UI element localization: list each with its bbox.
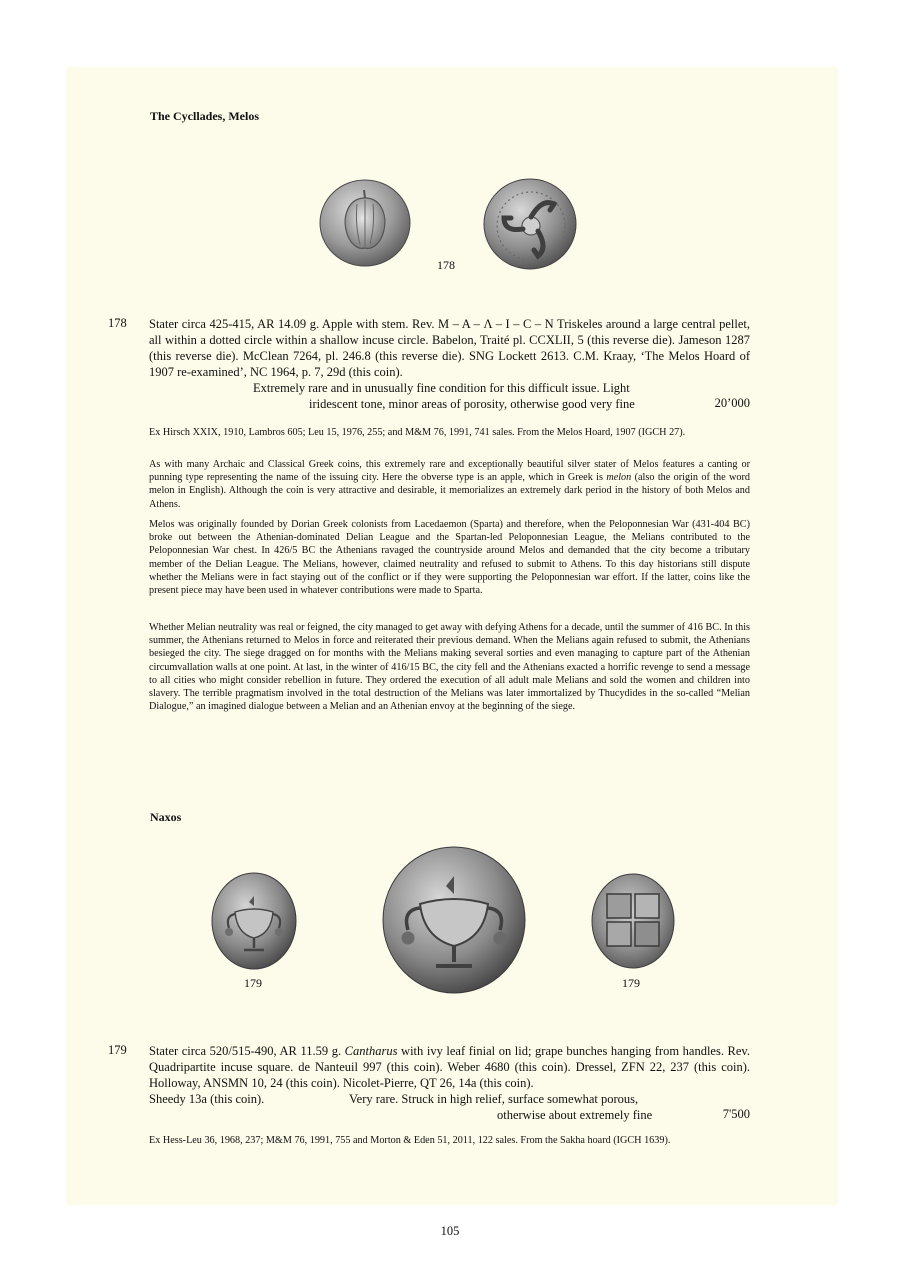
lot-179-description	[149, 1043, 750, 1091]
description-emphasis: Cantharus	[344, 1044, 398, 1058]
coin-178-image-caption: 178	[437, 258, 455, 272]
lot-178-rating-line-2: iridescent tone, minor areas of porosity, otherwise good very fine	[309, 397, 635, 411]
lot-178-note-paragraph-3: Whether Melian neutrality was real or feigned, the city managed to get away with defying Athens for a decade, until the summer of 416 BC. In this summer, the Athenians returned to Melos in force and reiterated their previous demand. When the Melians again refused to submit, the Athenians besieged the city. The siege dragged on for months with the Melians making several sorties and even managing to capture part of the Athenian circumvallation walls at one point. At last, in the winter of 416/15 BC, the city fell and the Athenians exacted a horrific revenge to send a message to all cities who might consider rebellion in future. They ordered the execution of all adult male Melians and sold the women and children into slavery. The terrible pragmatism involved in the total destruction of the Melians was later immortalized by Thucydides in the so-called “Melian Dialogue,” an imagined dialogue between a Melian and an Athenian envoy at the beginning of the siege.	[149, 622, 750, 713]
lot-178-rating-line-1: Extremely rare and in unusually fine condition for this difficult issue. Light	[253, 381, 630, 395]
lot-179-provenance: Ex Hess-Leu 36, 1968, 237; M&M 76, 1991, 755 and Morton & Eden 51, 2011, 122 sales. From the Sakha hoard (IGCH 1639).	[149, 1135, 671, 1146]
lot-179-rating-line-1: Very rare. Struck in high relief, surface somewhat porous,	[349, 1092, 639, 1106]
lot-179-number: 179	[108, 1043, 127, 1057]
coin-179-reverse-image	[591, 872, 675, 970]
lot-178-number: 178	[108, 316, 127, 330]
description-text: with ivy leaf finial on lid; grape bunches hanging from handles. Rev. Quadripartite incuse square. de Nanteuil 997 (this coin). Weber 4680 (this coin). Dressel, ZFN 22, 237 (this coin). Holloway, ANSMN 10, 24 (this coin). Nicolet-Pierre, QT 26, 14a (this coin).	[149, 1044, 750, 1090]
coin-179-image-caption-left: 179	[244, 976, 262, 990]
lot-178-note-paragraph-2: Melos was originally founded by Dorian Greek colonists from Lacedaemon (Sparta) and therefore, when the Peloponnesian War (431-404 BC) broke out between the Athenian-dominated Delian League and the Spartan-led Peloponnesian League, the Melians contributed to the Peloponnesian War chest. In 426/5 BC the Athenians ravaged the countryside around Melos and demanded that the city become a tributary member of the Delian League. The Melians, however, claimed neutrality and refused to submit to Athens. To this day historians still dispute whether the Melians were in fact staying out of the conflict or if they were supporting the Peloponnesian war effort. If the latter, coins like the present piece may have been used in whatever contributions were made to Sparta.	[149, 519, 750, 597]
lot-179-rating-line-2: otherwise about extremely fine	[497, 1108, 653, 1122]
section-heading-naxos: Naxos	[150, 810, 182, 824]
lot-179-price: 7'500	[722, 1107, 750, 1121]
coin-178-obverse-image	[318, 176, 412, 270]
coin-179-obverse-image	[211, 872, 297, 970]
page-number: 105	[440, 1224, 460, 1238]
lot-178-description: Stater circa 425-415, AR 14.09 g. Apple with stem. Rev. M – A – Λ – I – C – N Triskeles around a large central pellet, all within a dotted circle within a shallow incuse circle. Babelon, Traité pl. CCXLII, 5 (this reverse die). Jameson 1287 (this reverse die). McClean 7264, pl. 246.8 (this reverse die). SNG Lockett 2613. C.M. Kraay, ‘The Melos Hoard of 1907 re-examined’, NC 1964, p. 7, 29d (this coin).	[149, 317, 750, 379]
note-text: (also the origin of the word melon in English). Although the coin is very attractive and desirable, it memorializes an extremely dark period in the history of both Melos and Athens.	[149, 472, 750, 510]
note-emphasis: melon	[606, 472, 632, 484]
section-heading-melos: The Cycllades, Melos	[150, 109, 259, 123]
lot-178-price: 20’000	[714, 396, 750, 410]
coin-178-reverse-image	[482, 176, 578, 272]
lot-179-reference-last: Sheedy 13a (this coin).	[149, 1092, 265, 1106]
lot-178-provenance: Ex Hirsch XXIX, 1910, Lambros 605; Leu 15, 1976, 255; and M&M 76, 1991, 741 sales. From the Melos Hoard, 1907 (IGCH 27).	[149, 427, 686, 438]
coin-179-image-caption-right: 179	[622, 976, 640, 990]
coin-179-obverse-enlarged-image	[382, 846, 526, 994]
lot-178-note-paragraph-1	[149, 458, 750, 511]
note-text: As with many Archaic and Classical Greek coins, this extremely rare and exceptionally beautiful silver stater of Melos features a canting or punning type representing the name of the issuing city. Here the obverse type is an apple, which in Greek is	[149, 459, 750, 484]
description-text: Stater circa 520/515-490, AR 11.59 g.	[149, 1044, 345, 1058]
